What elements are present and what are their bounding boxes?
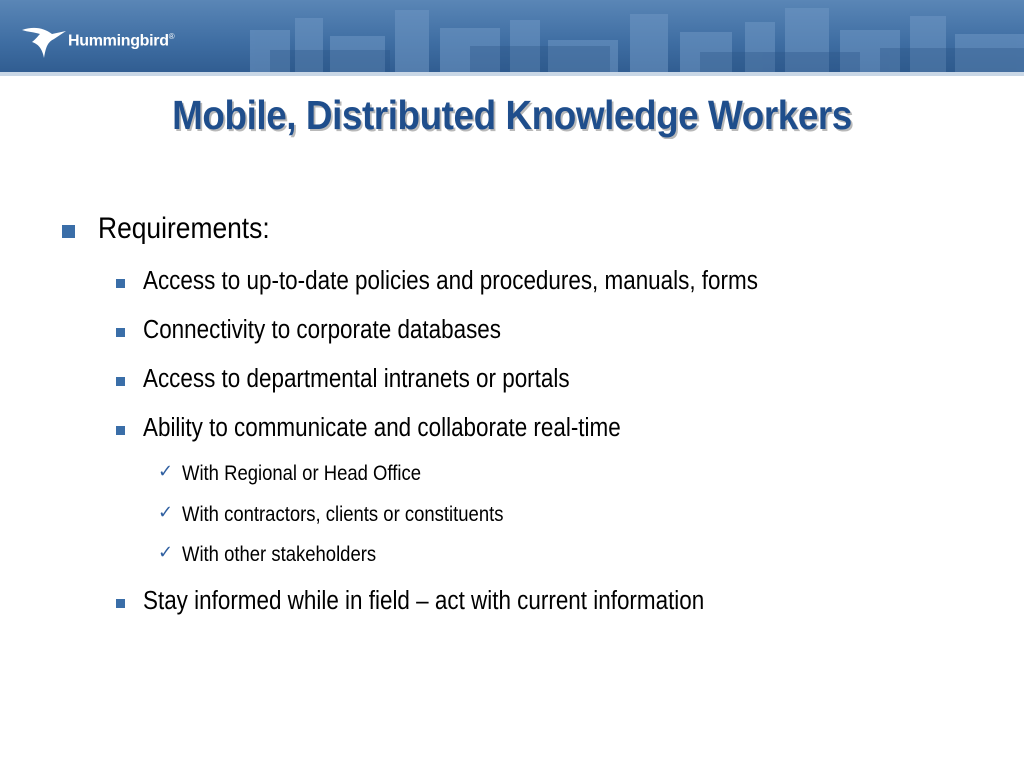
hummingbird-logo xyxy=(18,14,228,62)
registered-mark: ® xyxy=(168,32,175,41)
list-item-text: Ability to communicate and collaborate real-time xyxy=(143,414,621,442)
header-banner xyxy=(0,0,1024,76)
square-bullet-icon xyxy=(116,599,125,608)
checkmark-icon: ✓ xyxy=(158,461,174,482)
slide-title: Mobile, Distributed Knowledge Workers xyxy=(172,92,852,138)
square-bullet-icon xyxy=(62,225,75,238)
heading-text: Requirements: xyxy=(98,212,270,245)
list-item-text: Stay informed while in field – act with current information xyxy=(143,587,705,615)
list-item-text: Connectivity to corporate databases xyxy=(143,316,502,344)
list-item-text: Access to up-to-date policies and procedures, manuals, forms xyxy=(143,267,758,295)
sub-list-item-text: With contractors, clients or constituents xyxy=(182,503,504,526)
list-item-text: Access to departmental intranets or portals xyxy=(143,365,570,393)
banner-divider xyxy=(0,72,1024,76)
logo-text: Hummingbird® xyxy=(68,32,175,50)
hummingbird-bird-icon xyxy=(18,14,70,62)
square-bullet-icon xyxy=(116,377,125,386)
sub-list-item-text: With other stakeholders xyxy=(182,543,377,566)
square-bullet-icon xyxy=(116,279,125,288)
square-bullet-icon xyxy=(116,328,125,337)
square-bullet-icon xyxy=(116,426,125,435)
sub-list-item-text: With Regional or Head Office xyxy=(182,462,421,485)
checkmark-icon: ✓ xyxy=(158,542,174,563)
checkmark-icon: ✓ xyxy=(158,502,174,523)
